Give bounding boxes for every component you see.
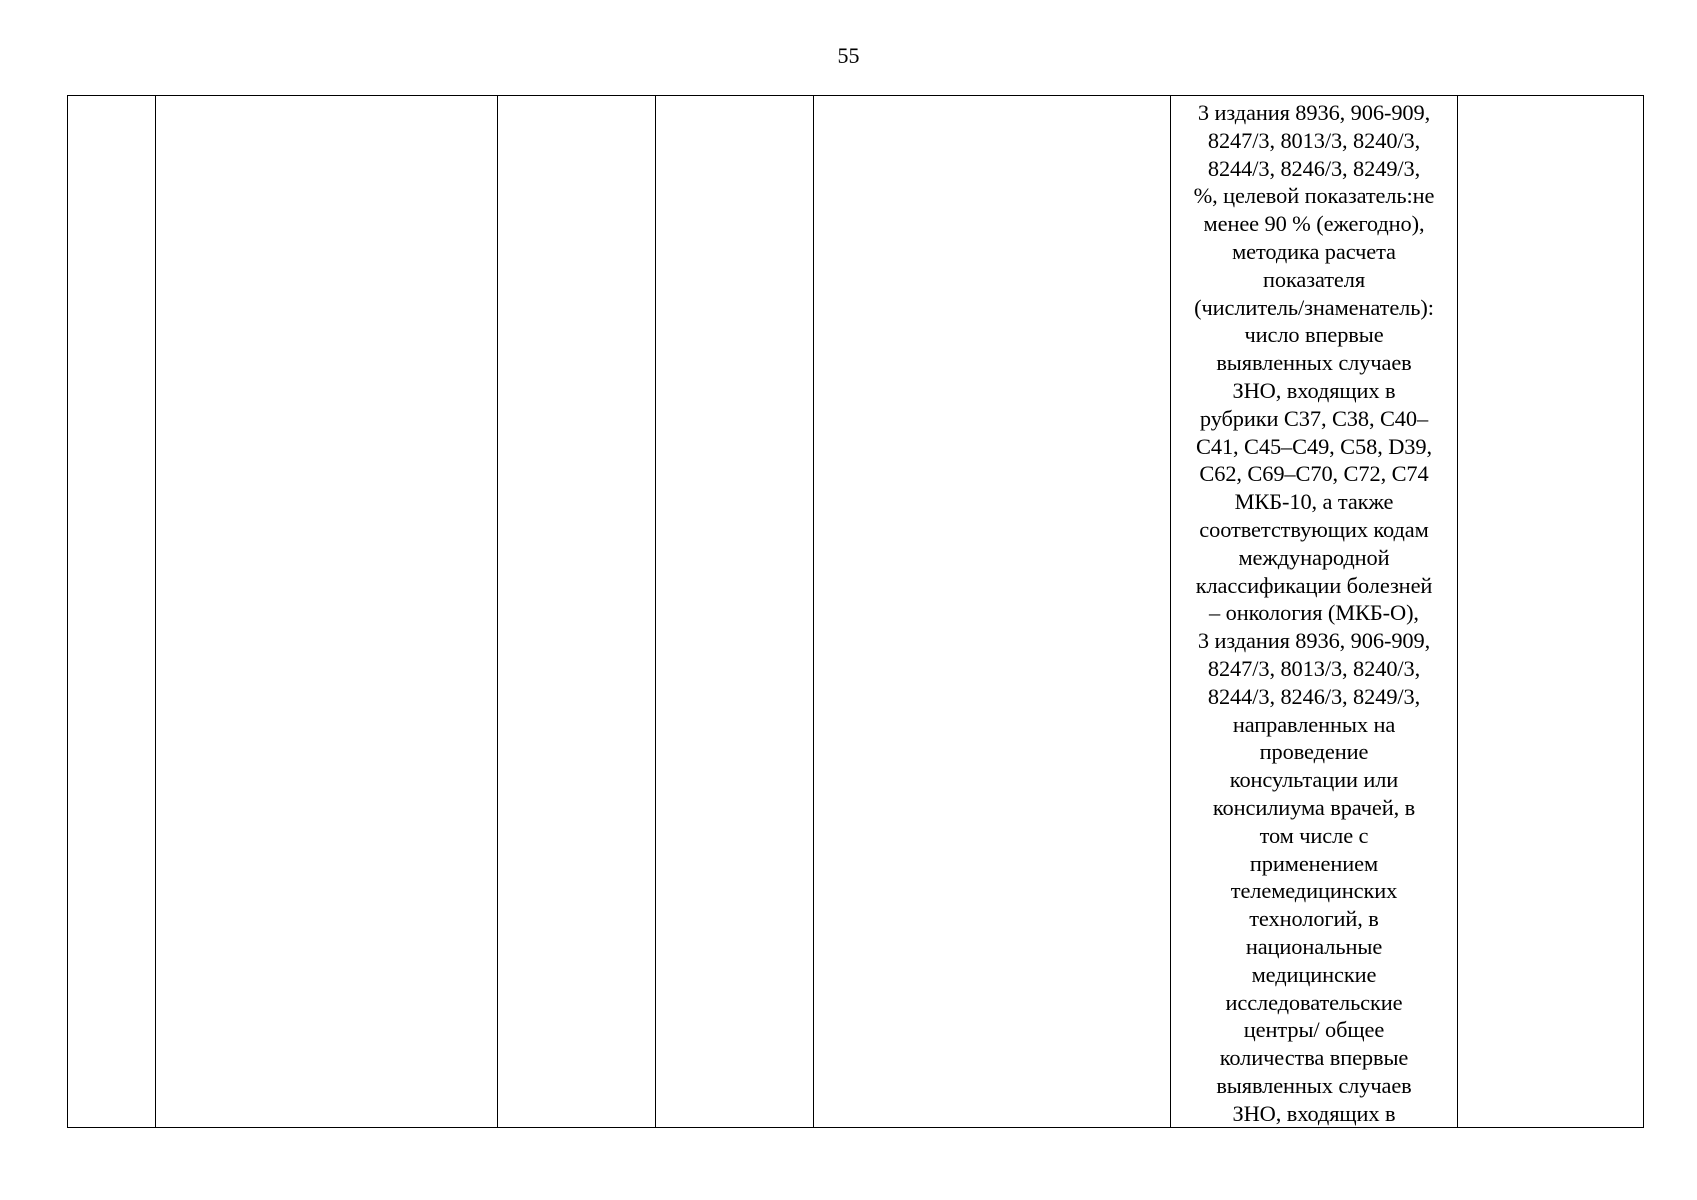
table-row bbox=[68, 96, 1644, 1128]
indicator-text-line: технологий, в bbox=[1249, 906, 1379, 932]
indicator-text-line: менее 90 % (ежегодно), bbox=[1203, 211, 1425, 237]
indicator-text-line: число впервые bbox=[1244, 322, 1384, 348]
indicator-text-line: направленных на bbox=[1232, 711, 1396, 737]
table-cell-indicator-description bbox=[1171, 96, 1458, 1128]
indicator-text-line: С62, С69–С70, С72, С74 bbox=[1199, 461, 1429, 487]
indicator-text-line: центры/ общее bbox=[1243, 1017, 1385, 1043]
indicator-text-line: телемедицинских bbox=[1230, 878, 1398, 904]
table-cell-col-3 bbox=[498, 96, 656, 1128]
document-table bbox=[67, 95, 1644, 1128]
indicator-text-line: исследовательские bbox=[1225, 989, 1403, 1015]
indicator-text-line: 8247/3, 8013/3, 8240/3, bbox=[1207, 127, 1421, 153]
indicator-text-line: 3 издания 8936, 906-909, bbox=[1197, 100, 1431, 125]
indicator-text-line: международной bbox=[1238, 544, 1390, 570]
indicator-text-line: рубрики С37, С38, С40– bbox=[1199, 405, 1429, 431]
indicator-text-line: С41, С45–С49, С58, D39, bbox=[1196, 433, 1432, 459]
indicator-text-line: (числитель/знаменатель): bbox=[1194, 294, 1434, 320]
indicator-text-line: показателя bbox=[1262, 266, 1366, 292]
table-cell-col-2 bbox=[156, 96, 498, 1128]
indicator-text-line: выявленных случаев bbox=[1216, 1072, 1412, 1098]
table-cell-col-4 bbox=[656, 96, 814, 1128]
page-number: 55 bbox=[837, 43, 860, 68]
indicator-text-line: медицинские bbox=[1251, 961, 1377, 987]
indicator-text-line: национальные bbox=[1245, 933, 1383, 959]
indicator-text-line: выявленных случаев bbox=[1216, 350, 1412, 376]
indicator-text-line: МКБ-10, а также bbox=[1234, 489, 1394, 515]
indicator-text-line: консилиума врачей, в bbox=[1212, 794, 1416, 820]
indicator-text-line: ЗНО, входящих в bbox=[1232, 377, 1396, 403]
indicator-text-line: 8247/3, 8013/3, 8240/3, bbox=[1207, 655, 1421, 681]
indicator-text-line: применением bbox=[1249, 850, 1379, 876]
table-cell-col-1 bbox=[68, 96, 156, 1128]
indicator-text-line: соответствующих кодам bbox=[1199, 516, 1429, 542]
indicator-text-line: 8244/3, 8246/3, 8249/3, bbox=[1207, 683, 1421, 709]
indicator-text-line: классификации болезней bbox=[1195, 572, 1433, 598]
indicator-text-line: %, целевой показатель:не bbox=[1193, 183, 1435, 209]
indicator-text-line: проведение bbox=[1259, 739, 1369, 765]
table-cell-col-5 bbox=[814, 96, 1171, 1128]
indicator-text-line: 3 издания 8936, 906-909, bbox=[1197, 628, 1431, 654]
indicator-text-line: ЗНО, входящих в bbox=[1232, 1100, 1396, 1126]
indicator-text-line: методика расчета bbox=[1232, 238, 1396, 264]
indicator-text-line: количества впервые bbox=[1219, 1045, 1409, 1071]
indicator-text-line: 8244/3, 8246/3, 8249/3, bbox=[1207, 155, 1421, 181]
indicator-text-line: – онкология (МКБ-О), bbox=[1209, 600, 1419, 626]
indicator-text-line: том числе с bbox=[1259, 822, 1369, 848]
indicator-description-text bbox=[1171, 96, 1457, 1127]
indicator-text-line: консультации или bbox=[1229, 767, 1399, 793]
table-cell-col-7 bbox=[1458, 96, 1644, 1128]
